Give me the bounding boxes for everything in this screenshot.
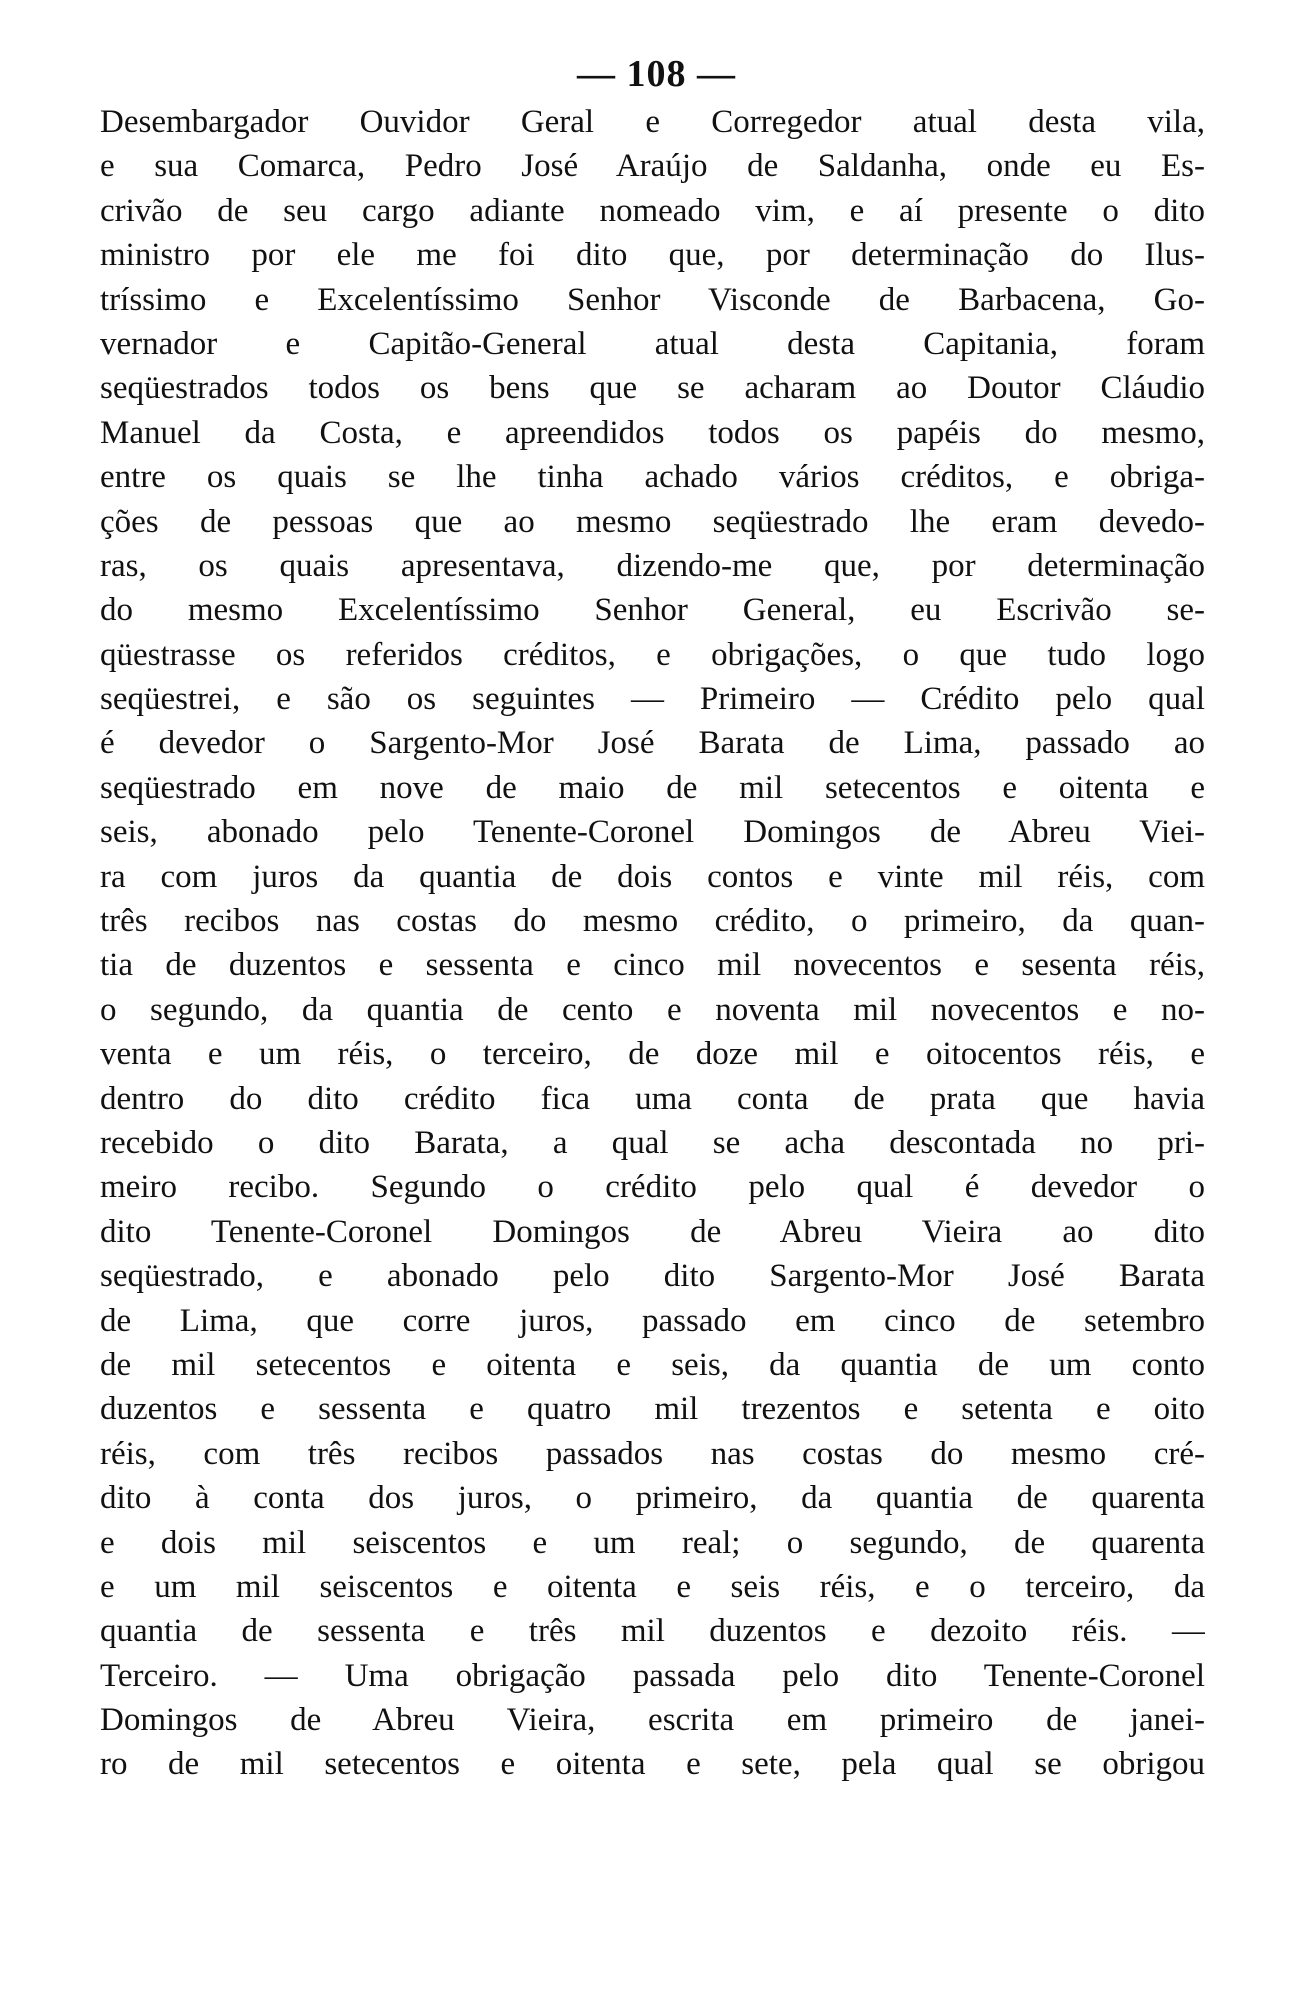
text-line: do mesmo Excelentíssimo Senhor General, eu Escrivão se- [100, 592, 1205, 629]
text-line: Desembargador Ouvidor Geral e Corregedor atual desta vila, [100, 104, 1205, 140]
text-line: ras, os quais apresentava, dizendo-me que, por determinação [100, 547, 1205, 584]
text-line: e um mil seiscentos e oitenta e seis réis, e o terceiro, da [100, 1568, 1205, 1605]
text-line: de mil setecentos e oitenta e seis, da quantia de um conto [100, 1346, 1205, 1383]
text-line: dito à conta dos juros, o primeiro, da quantia de quarenta [100, 1480, 1205, 1517]
text-line: crivão de seu cargo adiante nomeado vim, e aí presente o dito [100, 192, 1205, 229]
text-line: três recibos nas costas do mesmo crédito, o primeiro, da quan- [100, 903, 1205, 940]
text-line: seqüestrados todos os bens que se acharam ao Doutor Cláudio [100, 370, 1205, 407]
text-line: de Lima, que corre juros, passado em cinco de setembro [100, 1302, 1205, 1339]
text-line: seqüestrei, e são os seguintes — Primeiro — Crédito pelo qual [100, 681, 1205, 718]
text-line: ro de mil setecentos e oitenta e sete, pela qual se obrigou [100, 1746, 1205, 1783]
text-line: vernador e Capitão-General atual desta Capitania, foram [100, 325, 1205, 362]
text-line: ra com juros da quantia de dois contos e vinte mil réis, com [100, 858, 1205, 895]
text-line: recebido o dito Barata, a qual se acha descontada no pri- [100, 1124, 1205, 1161]
text-line: ções de pessoas que ao mesmo seqüestrado lhe eram devedo- [100, 503, 1205, 540]
text-line: ministro por ele me foi dito que, por determinação do Ilus- [100, 237, 1205, 274]
text-line: o segundo, da quantia de cento e noventa mil novecentos e no- [100, 991, 1205, 1028]
text-line: Manuel da Costa, e apreendidos todos os papéis do mesmo, [100, 414, 1205, 451]
text-line: tríssimo e Excelentíssimo Senhor Visconde de Barbacena, Go- [100, 281, 1205, 318]
text-line: é devedor o Sargento-Mor José Barata de Lima, passado ao [100, 725, 1205, 762]
text-line: qüestrasse os referidos créditos, e obrigações, o que tudo logo [100, 636, 1205, 673]
text-line: quantia de sessenta e três mil duzentos e dezoito réis. — [100, 1613, 1205, 1650]
text-line: Terceiro. — Uma obrigação passada pelo dito Tenente-Coronel [100, 1657, 1205, 1694]
text-line: venta e um réis, o terceiro, de doze mil e oitocentos réis, e [100, 1036, 1205, 1073]
text-line: seqüestrado, e abonado pelo dito Sargento-Mor José Barata [100, 1258, 1205, 1295]
page-number: — 108 — [577, 53, 736, 95]
body-text [100, 100, 1205, 1787]
text-line: Domingos de Abreu Vieira, escrita em primeiro de janei- [100, 1702, 1205, 1739]
text-line: e sua Comarca, Pedro José Araújo de Saldanha, onde eu Es- [100, 148, 1205, 185]
text-line: duzentos e sessenta e quatro mil trezentos e setenta e oito [100, 1391, 1205, 1428]
text-line: entre os quais se lhe tinha achado vários créditos, e obriga- [100, 459, 1205, 496]
text-line: seqüestrado em nove de maio de mil setecentos e oitenta e [100, 769, 1205, 806]
text-line: e dois mil seiscentos e um real; o segundo, de quarenta [100, 1524, 1205, 1561]
text-line: dito Tenente-Coronel Domingos de Abreu Vieira ao dito [100, 1213, 1205, 1250]
text-line: dentro do dito crédito fica uma conta de prata que havia [100, 1080, 1205, 1117]
text-line: meiro recibo. Segundo o crédito pelo qual é devedor o [100, 1169, 1205, 1206]
text-line: tia de duzentos e sessenta e cinco mil novecentos e sesenta réis, [100, 947, 1205, 984]
text-line: seis, abonado pelo Tenente-Coronel Domingos de Abreu Viei- [100, 814, 1205, 851]
text-line: réis, com três recibos passados nas costas do mesmo cré- [100, 1435, 1205, 1472]
